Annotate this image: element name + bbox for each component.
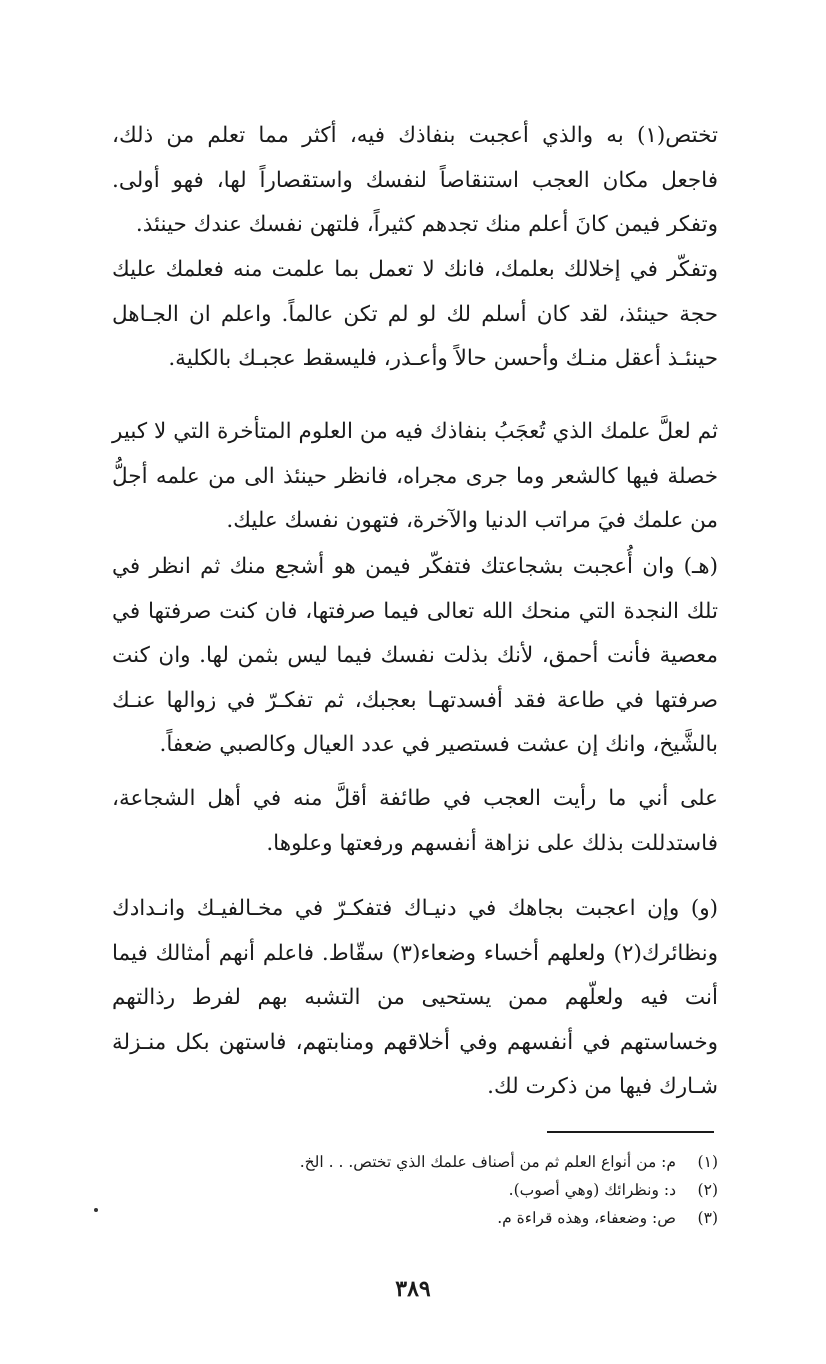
footnote-number: (١) bbox=[697, 1153, 718, 1171]
footnote-separator bbox=[547, 1131, 714, 1133]
footnote-3 bbox=[112, 1204, 718, 1232]
footnote-number: (٢) bbox=[697, 1181, 718, 1199]
footnote-text: د: ونظرائك (وهي أصوب). bbox=[508, 1181, 676, 1199]
footnote-2 bbox=[112, 1176, 718, 1204]
page-number: ٣٨٩ bbox=[395, 1276, 431, 1302]
footnote-text: م: من أنواع العلم ثم من أصناف علمك الذي تختص. . . الخ. bbox=[299, 1153, 676, 1171]
footnote-text: ص: وضعفاء، وهذه قراءة م. bbox=[497, 1209, 676, 1227]
paragraph-3: ثم لعلَّ علمك الذي تُعجَبُ بنفاذك فيه من العلوم المتأخرة التي لا كبير خصلة فيها كالشعر وما جرى مجراه، فانظر حينئذ الى من علمه أجلُّ من علمك فيَ مراتب الدنيا والآخرة، فتهون نفسك عليك. bbox=[112, 419, 718, 534]
paragraph-5: على أني ما رأيت العجب في طائفة أقلَّ منه في أهل الشجاعة، فاستدللت بذلك على نزاهة أنفسهم ورفعتها وعلوها. bbox=[112, 786, 718, 856]
scan-speck bbox=[94, 1208, 98, 1212]
paragraph-4: (هـ) وان أُعجبت بشجاعتك فتفكّر فيمن هو أشجع منك ثم انظر في تلك النجدة التي منحك الله تعالى فيما صرفتها، فان كنت صرفتها في معصية فأنت أحمق، لأنك بذلت نفسك فيما ليس بثمن لها. وان كنت صرفتها في طاعة فقد أفسدتهـا بعجبك، ثم تفكـرّ في زوالها عنـك بالشَّيخ، وانك إن عشت فستصير في عدد العيال وكالصبي ضعفاً. bbox=[112, 554, 718, 758]
footnote-1 bbox=[112, 1148, 718, 1176]
footnotes bbox=[112, 1148, 718, 1232]
paragraph-6: (و) وإن اعجبت بجاهك في دنيـاك فتفكـرّ في مخـالفيـك وانـدادك ونظائرك(٢) ولعلهم أخساء وضعاء(٣) سقّاط. فاعلم أنهم أمثالك فيما أنت فيه ولعلّهم ممن يستحيى من التشبه بهم لفرط رذالتهم وخساستهم في أنفسهم وفي أخلاقهم ومنابتهم، فاستهن بكل منـزلة شـارك فيها من ذكرت لك. bbox=[112, 896, 718, 1100]
paragraph-1: تختص(١) به والذي أعجبت بنفاذك فيه، أكثر مما تعلم من ذلك، فاجعل مكان العجب استنقاصاً لنفسك واستقصاراً لها، فهو أولى. وتفكر فيمن كانَ أعلم منك تجدهم كثيراً، فلتهن نفسك عندك حينئذ. bbox=[112, 123, 718, 238]
paragraph-2: وتفكّر في إخلالك بعلمك، فانك لا تعمل بما علمت منه فعلمك عليك حجة حينئذ، لقد كان أسلم لك لو لم تكن عالماً. واعلم ان الجـاهل حينئـذ أعقل منـك وأحسن حالاً وأعـذر، فليسقط عجبـك بالكلية. bbox=[112, 257, 718, 372]
footnote-number: (٣) bbox=[697, 1209, 718, 1227]
